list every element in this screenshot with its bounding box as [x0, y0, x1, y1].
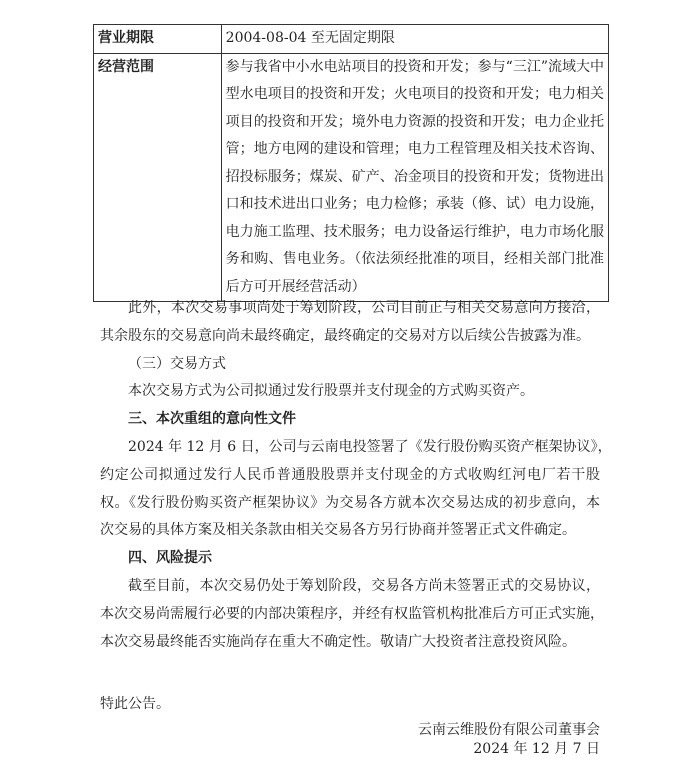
value-line: 务和购、售电业务。（依法须经批准的项目，经相关部门批准 [225, 251, 604, 267]
section-heading: 三、本次重组的意向性文件 [128, 411, 296, 428]
table-row [94, 25, 609, 54]
signature-date: 2024 年 12 月 7 日 [473, 741, 600, 757]
paragraph-line: 次交易的具体方案及相关条款由相关交易各方另行协商并签署正式文件确定。 [100, 522, 576, 539]
paragraph-line: 截至目前，本次交易仍处于筹划阶段，交易各方尚未签署正式的交易协议， [128, 577, 600, 594]
paragraph-line: 此外，本次交易事项尚处于筹划阶段，公司目前正与相关交易意向方接洽， [128, 300, 600, 316]
paragraph-line: 权。《发行股份购买资产框架协议》为交易各方就本次交易达成的初步意向，本 [100, 494, 600, 511]
paragraph-line: 约定公司拟通过发行人民币普通股股票并支付现金的方式收购红河电厂若干股 [100, 466, 600, 483]
value-line: 参与我省中小水电站项目的投资和开发；参与“三江”流域大中 [225, 58, 604, 75]
paragraph-line: 2024 年 12 月 6 日，公司与云南电投签署了《发行股份购买资产框架协议》， [128, 438, 612, 455]
value-line: 型水电项目的投资和开发；火电项目的投资和开发；电力相关 [225, 86, 604, 102]
table-row [94, 53, 609, 302]
value-line: 管；地方电网的建设和管理；电力工程管理及相关技术咨询、 [225, 141, 604, 157]
value-line: 口和技术进出口业务；电力检修；承装（修、试）电力设施， [225, 196, 604, 212]
row-label: 营业期限 [94, 25, 222, 54]
paragraph-line: 本次交易最终能否实施尚存在重大不确定性。敬请广大投资者注意投资风险。 [100, 633, 576, 650]
value-line: 2004-08-04 至无固定期限 [225, 30, 395, 46]
value-line: 后方可开展经营活动） [225, 278, 366, 295]
row-value [221, 53, 608, 302]
section-heading: 四、风险提示 [128, 550, 212, 567]
value-line: 项目的投资和开发；境外电力资源的投资和开发；电力企业托 [225, 113, 604, 130]
closing-text: 特此公告。 [100, 696, 170, 713]
value-line: 招投标服务；煤炭、矿产、冶金项目的投资和开发；货物进出 [225, 168, 604, 185]
document-body [100, 295, 612, 719]
signature-org: 云南云维股份有限公司董事会 [418, 722, 600, 738]
row-label: 经营范围 [94, 53, 222, 302]
paragraph-line: 本次交易尚需履行必要的内部决策程序，并经有权监管机构批准后方可正式实施， [100, 605, 604, 622]
paragraph-line: 本次交易方式为公司拟通过发行股票并支付现金的方式购买资产。 [128, 383, 534, 400]
company-info-table [93, 24, 609, 302]
subheading: （三）交易方式 [128, 355, 226, 372]
row-value [221, 25, 608, 54]
paragraph-line: 其余股东的交易意向尚未最终确定，最终确定的交易对方以后续公告披露为准。 [100, 327, 590, 344]
value-line: 电力施工监理、技术服务；电力设备运行维护，电力市场化服 [225, 223, 604, 240]
